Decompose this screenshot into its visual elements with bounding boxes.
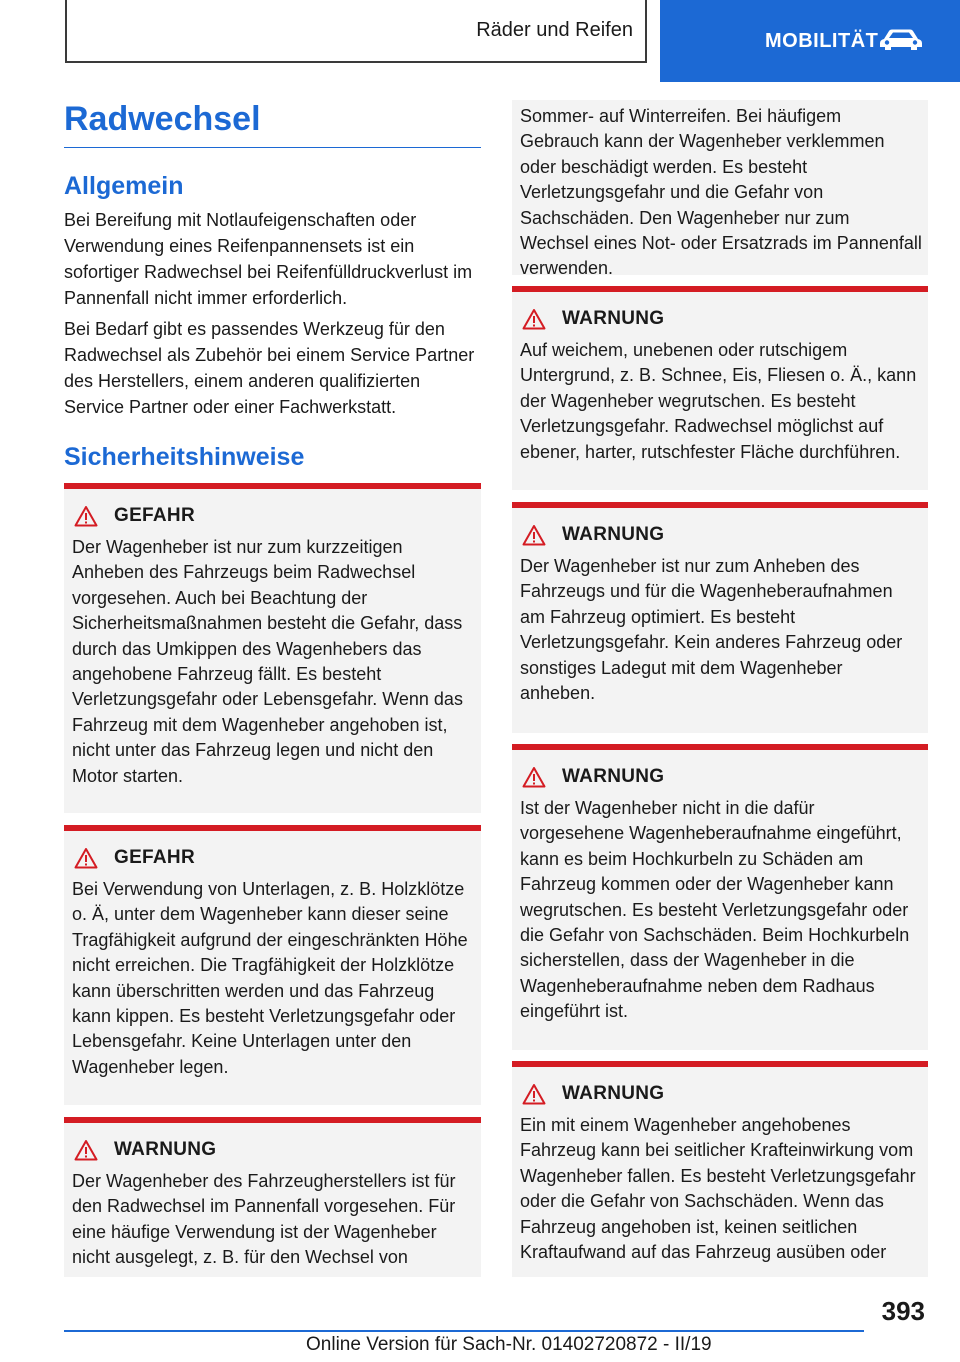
notice-text: Der Wagenheber des Fahrzeugherstellers ist für den Radwechsel im Pannenfall vorgesehen. Für eine häufige Verwendung ist der Wagenheber nicht ausgelegt, z. B. für den Wechsel von [72, 1171, 456, 1268]
notice-label: GEFAHR [114, 505, 195, 526]
chapter-tab [660, 0, 960, 82]
notice-label: WARNUNG [562, 766, 665, 787]
section-title: Räder und Reifen [476, 19, 633, 41]
notice-header [520, 764, 922, 790]
page-title: Radwechsel [64, 100, 261, 138]
paragraph-allgemein-2: Bei Bedarf gibt es passendes Werkzeug für den Radwechsel als Zubehör bei einem Service Partner des Herstellers, einem anderen qualifizierten Service Partner oder einer Fachwerkstatt. [64, 319, 475, 417]
warning-notice-2 [512, 286, 928, 490]
notice-text: Der Wagenheber ist nur zum Anheben des Fahrzeugs und für die Wagenheberaufnahmen am Fahrzeug optimiert. Es besteht Verletzungsgefahr. Kein anderes Fahrzeug oder sonstiges Ladegut mit dem Wagenheber anheben. [520, 556, 903, 704]
notice-label: WARNUNG [562, 308, 665, 329]
warning-triangle-icon [522, 1083, 546, 1105]
notice-label: WARNUNG [562, 524, 665, 545]
warning-notice-3 [512, 502, 928, 733]
heading-allgemein: Allgemein [64, 172, 184, 200]
notice-header [520, 522, 922, 548]
heading-sicherheitshinweise: Sicherheitshinweise [64, 443, 305, 471]
notice-header [520, 306, 922, 332]
notice-header [72, 845, 475, 871]
notice-header [72, 1137, 475, 1163]
warning-notice-1-continued [512, 100, 928, 279]
warning-notice-4 [512, 744, 928, 1050]
section-tab [65, 0, 647, 63]
car-icon [878, 28, 924, 52]
notice-text: Der Wagenheber ist nur zum kurzzeitigen Anheben des Fahrzeugs beim Radwechsel vorgesehen. Auch bei Beachtung der Sicherheitsmaßnahmen besteht die Gefahr, dass durch das Umkippen des Wagenhebers das angehobene Fahrzeug fällt. Es besteht Verletzungsgefahr oder Lebensgefahr. Wenn das Fahrzeug mit dem Wagenheber angehoben ist, nicht unter das Fahrzeug legen und nicht den Motor starten. [72, 537, 463, 786]
warning-triangle-icon [74, 1139, 98, 1161]
notice-text: Bei Verwendung von Unterlagen, z. B. Holzklötze o. Ä, unter dem Wagenheber kann dieser seine Tragfähigkeit aufgrund der eingeschränkten Höhe nicht erreichen. Die Tragfähigkeit der Holzklötze kann überschritten werden und das Fahrzeug kann kippen. Es besteht Verletzungsgefahr oder Lebensgefahr. Keine Unterlagen unter den Wagenheber legen. [72, 879, 468, 1077]
notice-text: Ein mit einem Wagenheber angehobenes Fahrzeug kann bei seitlicher Krafteinwirkung vom Wagenheber fallen. Es besteht Verletzungsgefahr oder die Gefahr von Sachschäden. Wenn das Fahrzeug angehoben ist, keinen seitlichen Kraftaufwand auf das Fahrzeug ausüben oder [520, 1115, 916, 1263]
warning-triangle-icon [522, 524, 546, 546]
notice-header [72, 503, 475, 529]
warning-triangle-icon [522, 766, 546, 788]
footer-divider [64, 1330, 864, 1332]
notice-text: Sommer- auf Winterreifen. Bei häufigem Gebrauch kann der Wagenheber verklemmen oder beschädigt werden. Es besteht Verletzungsgefahr und die Gefahr von Sachschäden. Den Wagenheber nur zum Wechsel eines Not- oder Ersatzrads im Pannenfall verwenden. [520, 106, 922, 279]
danger-notice-1 [64, 483, 481, 813]
notice-text: Auf weichem, unebenen oder rutschigem Untergrund, z. B. Schnee, Eis, Fliesen o. Ä., kann der Wagenheber wegrutschen. Es besteht Verletzungsgefahr. Radwechsel möglichst auf ebener, harter, rutschfester Fläche durchführen. [520, 340, 917, 462]
title-divider [64, 147, 481, 148]
paragraph-allgemein-1: Bei Bereifung mit Notlaufeigenschaften oder Verwendung eines Reifenpannensets ist ein sofortiger Radwechsel bei Reifenfülldruckverlust im Pannenfall nicht immer erforderlich. [64, 210, 473, 308]
warning-triangle-icon [74, 505, 98, 527]
page-number: 393 [881, 1296, 925, 1326]
chapter-title: MOBILITÄT [765, 30, 879, 52]
notice-label: WARNUNG [562, 1083, 665, 1104]
online-version-note: Online Version für Sach-Nr. 01402720872 - II/19 [306, 1334, 712, 1355]
notice-label: WARNUNG [114, 1139, 217, 1160]
warning-triangle-icon [74, 847, 98, 869]
warning-triangle-icon [522, 308, 546, 330]
notice-label: GEFAHR [114, 847, 195, 868]
danger-notice-2 [64, 825, 481, 1105]
notice-text: Ist der Wagenheber nicht in die dafür vorgesehene Wagenheberaufnahme eingeführt, kann es beim Hochkurbeln zu Schäden am Fahrzeug kommen oder der Wagenheber kann wegrutschen. Es besteht Verletzungsgefahr oder die Gefahr von Sachschäden. Beim Hochkurbeln sicherstellen, dass der Wagenheber in die Wagenheberaufnahme neben dem Radhaus eingeführt ist. [520, 798, 910, 1022]
warning-notice-5 [512, 1061, 928, 1277]
notice-header [520, 1081, 922, 1107]
warning-notice-1 [64, 1117, 481, 1277]
